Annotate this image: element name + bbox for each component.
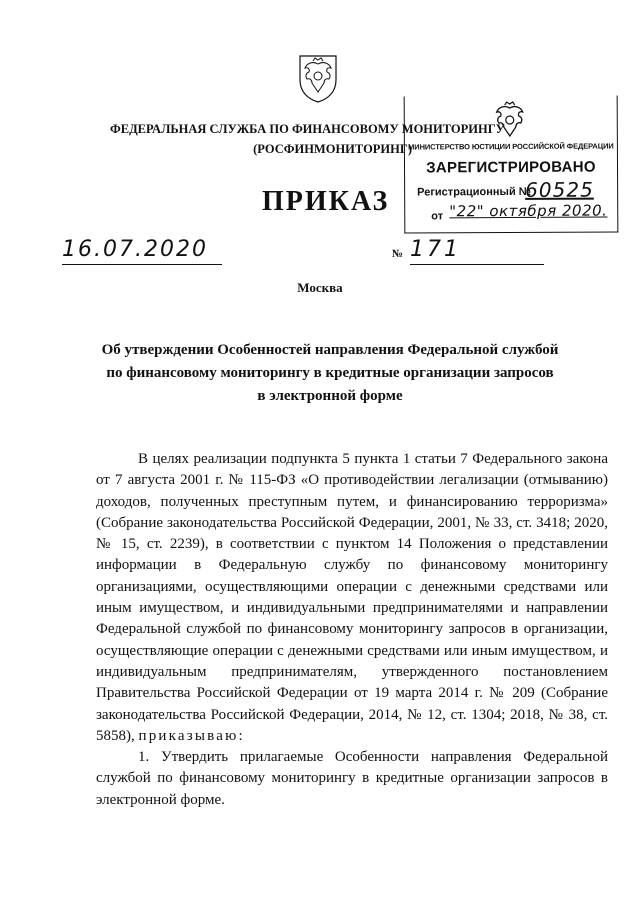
order-word: приказываю:	[138, 727, 245, 744]
city: Москва	[297, 280, 343, 295]
order-date: 16.07.2020	[62, 238, 222, 265]
paragraph-1-text: В целях реализации подпункта 5 пункта 1 статьи 7 Федерального закона от 7 августа 2001 г. № 115-ФЗ «О противодействии легализации (отмыванию) доходов, полученных преступным путем, и финансированию терроризма» (Собрание законодательства Российской Федерации, 2001, № 33, ст. 3418; 2020, № 15, ст. 2239), в соответствии с пунктом 14 Положения о представлении информации в Федеральную службу по финансовому мониторингу организациями, осуществляющими операции с денежными средствами или иным имуществом, и индивидуальными предпринимателями и направлении Федеральной службой по финансовому мониторингу запросов в организации, осуществляющие операции с денежными средствами или иным имуществом, и индивидуальным предпринимателям, утвержденного постановлением Правительства Российской Федерации от 19 марта 2014 г. № 209 (Собрание законодательства Российской Федерации, 2014, № 12, ст. 1304; 2018, № 38, ст. 5858),	[96, 451, 608, 744]
registration-stamp	[404, 95, 619, 233]
document-body	[96, 449, 608, 811]
stamp-registration-label: Регистрационный №	[417, 185, 532, 199]
stamp-registered-label: ЗАРЕГИСТРИРОВАНО	[426, 158, 596, 177]
stamp-date-label: от	[431, 210, 444, 223]
stamp-date-value: "22" октября 2020.	[449, 201, 608, 221]
stamp-emblem-icon	[491, 100, 529, 140]
agency-line-2: (РОСФИНМОНИТОРИНГ)	[253, 142, 412, 156]
order-number-label: №	[392, 248, 404, 260]
russian-coat-of-arms-emblem-icon	[294, 52, 342, 104]
document-title: ПРИКАЗ	[262, 186, 390, 217]
heading-line: в электронной форме	[257, 388, 403, 404]
heading-line: по финансовому мониторингу в кредитные организации запросов	[106, 365, 554, 381]
agency-name	[110, 119, 505, 159]
agency-line-1: ФЕДЕРАЛЬНАЯ СЛУЖБА ПО ФИНАНСОВОМУ МОНИТОРИНГУ	[110, 122, 505, 136]
document-heading	[80, 339, 580, 408]
order-number: 171	[410, 238, 544, 265]
heading-line: Об утверждении Особенностей направления Федеральной службой	[101, 342, 559, 358]
stamp-registration-number: 60525	[525, 177, 594, 202]
stamp-ministry-name: МИНИСТЕРСТВО ЮСТИЦИИ РОССИЙСКОЙ ФЕДЕРАЦИИ	[408, 141, 614, 152]
body-paragraph-1	[96, 449, 608, 747]
body-paragraph-2: 1. Утвердить прилагаемые Особенности направления Федеральной службой по финансовому мониторингу в кредитные организации запросов в электронной форме.	[96, 749, 608, 808]
